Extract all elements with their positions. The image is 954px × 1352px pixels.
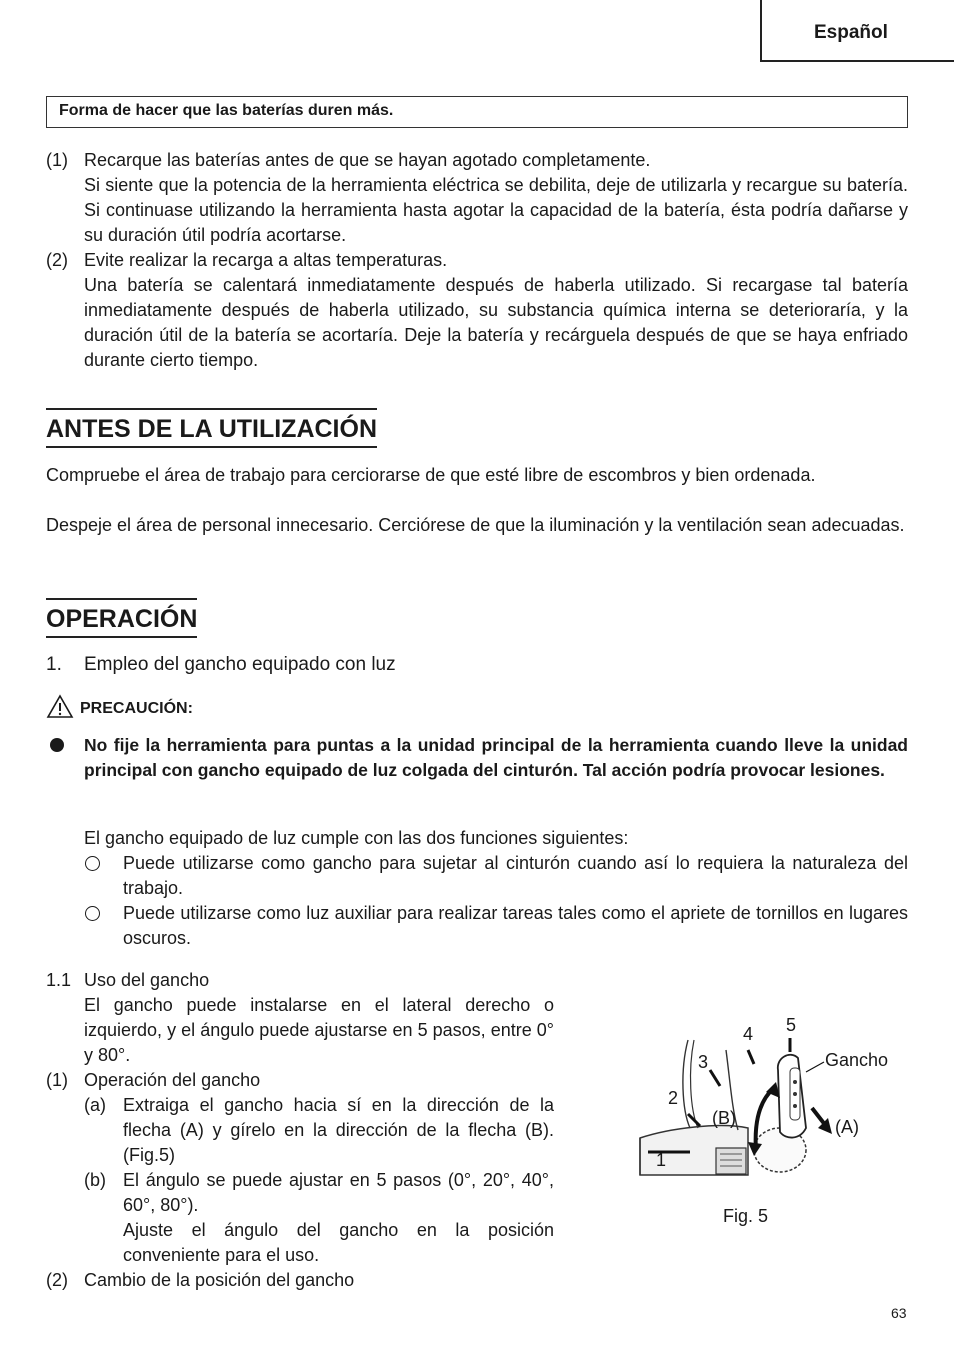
battery-item-1-number: (1) [46, 150, 68, 170]
battery-item-1-lead: Recarque las baterías antes de que se hayan agotado completamente. [84, 150, 651, 170]
figure-label-hook: Gancho [825, 1050, 889, 1070]
antes-paragraph-1: Compruebe el área de trabajo para cerciorarse de que esté libre de escombros y bien ordenada. [46, 465, 816, 485]
figure-label-3: 3 [698, 1052, 709, 1072]
subsection-text: El gancho puede instalarse en el lateral derecho o izquierdo, y el ángulo puede ajustarse en 5 pasos, entre 0° y 80°. [84, 995, 554, 1065]
antes-paragraph-2: Despeje el área de personal innecesario. Cerciórese de que la iluminación y la ventilación sean adecuadas. [46, 515, 905, 535]
figure-label-a: (A) [835, 1117, 859, 1137]
circle-bullet-icon [85, 856, 100, 871]
op1b-text-2: Ajuste el ángulo del gancho en la posición conveniente para el uso. [123, 1220, 554, 1265]
figure-caption: Fig. 5 [723, 1206, 769, 1226]
op1a-text: Extraiga el gancho hacia sí en la dirección de la flecha (A) y gírelo en la dirección de la flecha (B). (Fig.5) [123, 1095, 554, 1165]
operacion-item-1-title: Empleo del gancho equipado con luz [84, 654, 396, 675]
battery-item-2-text: Una batería se calentará inmediatamente después de haberla utilizado. Si recargase tal batería inmediatamente después de haberla utilizado, su substancia química interna se deterioraría, y la duración útil de la batería se acortaría. Deje la batería y recárguela después de que se haya enfriado durante cierto tiempo. [84, 275, 908, 370]
op1-number: (1) [46, 1070, 68, 1090]
caution-text: No fije la herramienta para puntas a la unidad principal de la herramienta cuando lleve la unidad principal con gancho equipado de luz colgada del cinturón. Tal acción podría provocar lesiones. [84, 735, 908, 780]
op1a-number: (a) [84, 1095, 106, 1115]
figure-label-b: (B) [712, 1108, 736, 1128]
section-heading-operacion: OPERACIÓN [46, 598, 197, 638]
bullet-dot [50, 738, 64, 752]
op1b-number: (b) [84, 1170, 106, 1190]
op2-title: Cambio de la posición del gancho [84, 1270, 355, 1290]
op1-title: Operación del gancho [84, 1070, 261, 1090]
battery-tips-heading: Forma de hacer que las baterías duren más. [46, 96, 908, 128]
page-number: 63 [891, 1305, 907, 1321]
op2-number: (2) [46, 1270, 68, 1290]
figure-label-5: 5 [786, 1015, 797, 1035]
battery-item-2-number: (2) [46, 250, 68, 270]
language-label: Español [814, 22, 888, 43]
battery-item-1-text: Si siente que la potencia de la herramienta eléctrica se debilita, deje de utilizarla y recargue su batería. Si continuase utilizando la herramienta hasta agotar la capacidad de la batería, ésta podría dañarse y su duración útil podría acortarse. [84, 175, 908, 245]
caution-label: PRECAUCIÓN: [80, 700, 193, 717]
function-item-2: Puede utilizarse como luz auxiliar para realizar tareas tales como el apriete de tornillos en lugares oscuros. [123, 903, 908, 948]
warning-triangle-icon [46, 694, 74, 720]
language-tab [760, 0, 954, 62]
function-item-1: Puede utilizarse como gancho para sujetar al cinturón cuando así lo requiera la naturaleza del trabajo. [123, 853, 908, 898]
figure-label-2: 2 [668, 1088, 679, 1108]
figure-label-4: 4 [743, 1024, 754, 1044]
op1b-text-1: El ángulo se puede ajustar en 5 pasos (0°, 20°, 40°, 60°, 80°). [123, 1170, 554, 1215]
subsection-title: Uso del gancho [84, 970, 210, 990]
battery-item-2-lead: Evite realizar la recarga a altas temperaturas. [84, 250, 448, 270]
section-heading-antes: ANTES DE LA UTILIZACIÓN [46, 408, 377, 448]
operacion-item-1-number: 1. [46, 654, 62, 675]
subsection-number: 1.1 [46, 970, 72, 990]
functions-intro: El gancho equipado de luz cumple con las dos funciones siguientes: [84, 828, 629, 848]
figure-label-1: 1 [656, 1150, 667, 1170]
circle-bullet-icon [85, 906, 100, 921]
